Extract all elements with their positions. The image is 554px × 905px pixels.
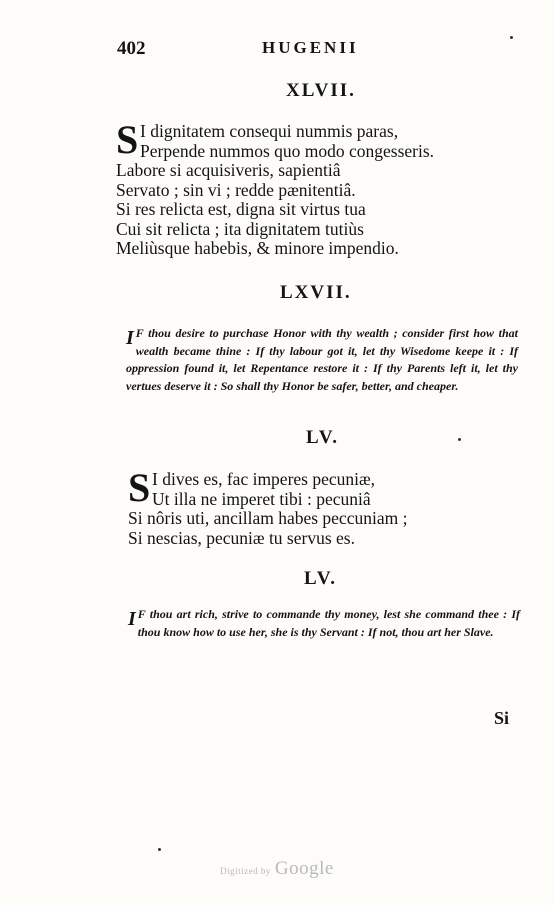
verse-line: Servato ; sin vi ; redde pænitentiâ. [116,179,356,200]
verse-line: Labore si acquisiveris, sapientiâ [116,160,341,180]
catchword: Si [494,708,510,728]
verse-line: Ut illa ne imperet tibi : pecuniâ [152,488,371,509]
section-heading-xlvii: XLVII. [286,80,356,101]
ink-speck [458,438,461,441]
english-prose-1 [126,325,518,395]
running-head: HUGENII [262,38,359,57]
verse-line: Si nôris uti, ancillam habes peccuniam ; [128,508,408,528]
initial-letter: I [128,608,136,630]
verse-line: Si res relicta est, digna sit virtus tua [116,199,366,219]
verse-line: I dives es, fac imperes pecuniæ, [152,469,376,489]
initial-letter: I [126,327,134,349]
english-prose-2 [128,606,520,641]
latin-verse-1 [116,117,435,259]
verse-line: Perpende nummos quo modo congesseris. [140,140,435,161]
prose-text: F thou art rich, strive to commande thy money, lest she command thee : If thou know how to use her, she is thy Servant : If not, thou art her Slave. [137,607,520,639]
drop-cap: S [116,117,139,162]
verse-line: Cui sit relicta ; ita dignitatem tutiùs [116,218,364,239]
google-logo: Google [274,858,334,879]
verse-line: I dignitatem consequi nummis paras, [140,121,399,141]
ink-speck [158,848,161,851]
verse-line: Meliùsque habebis, & minore impendio. [116,238,399,258]
section-heading-lv-2: LV. [304,568,337,589]
page-number: 402 [117,38,146,59]
watermark-small-text: Digitized by [220,866,271,876]
ink-speck [510,36,513,39]
verse-line: Si nescias, pecuniæ tu servus es. [128,527,355,548]
prose-text: F thou desire to purchase Honor with thy wealth ; consider first how that wealth became thine : If thy labour got it, let thy Wisedome keepe it : If oppression found it, let Repentance restore it : If thy Parents left it, let thy vertues deserve it : So shall thy Honor be safer, better, and cheaper. [126,326,518,393]
section-heading-lxvii: LXVII. [280,282,352,303]
latin-verse-2 [128,465,408,548]
drop-cap: S [128,465,151,510]
section-heading-lv: LV. [306,427,339,448]
digitization-watermark [0,858,554,880]
